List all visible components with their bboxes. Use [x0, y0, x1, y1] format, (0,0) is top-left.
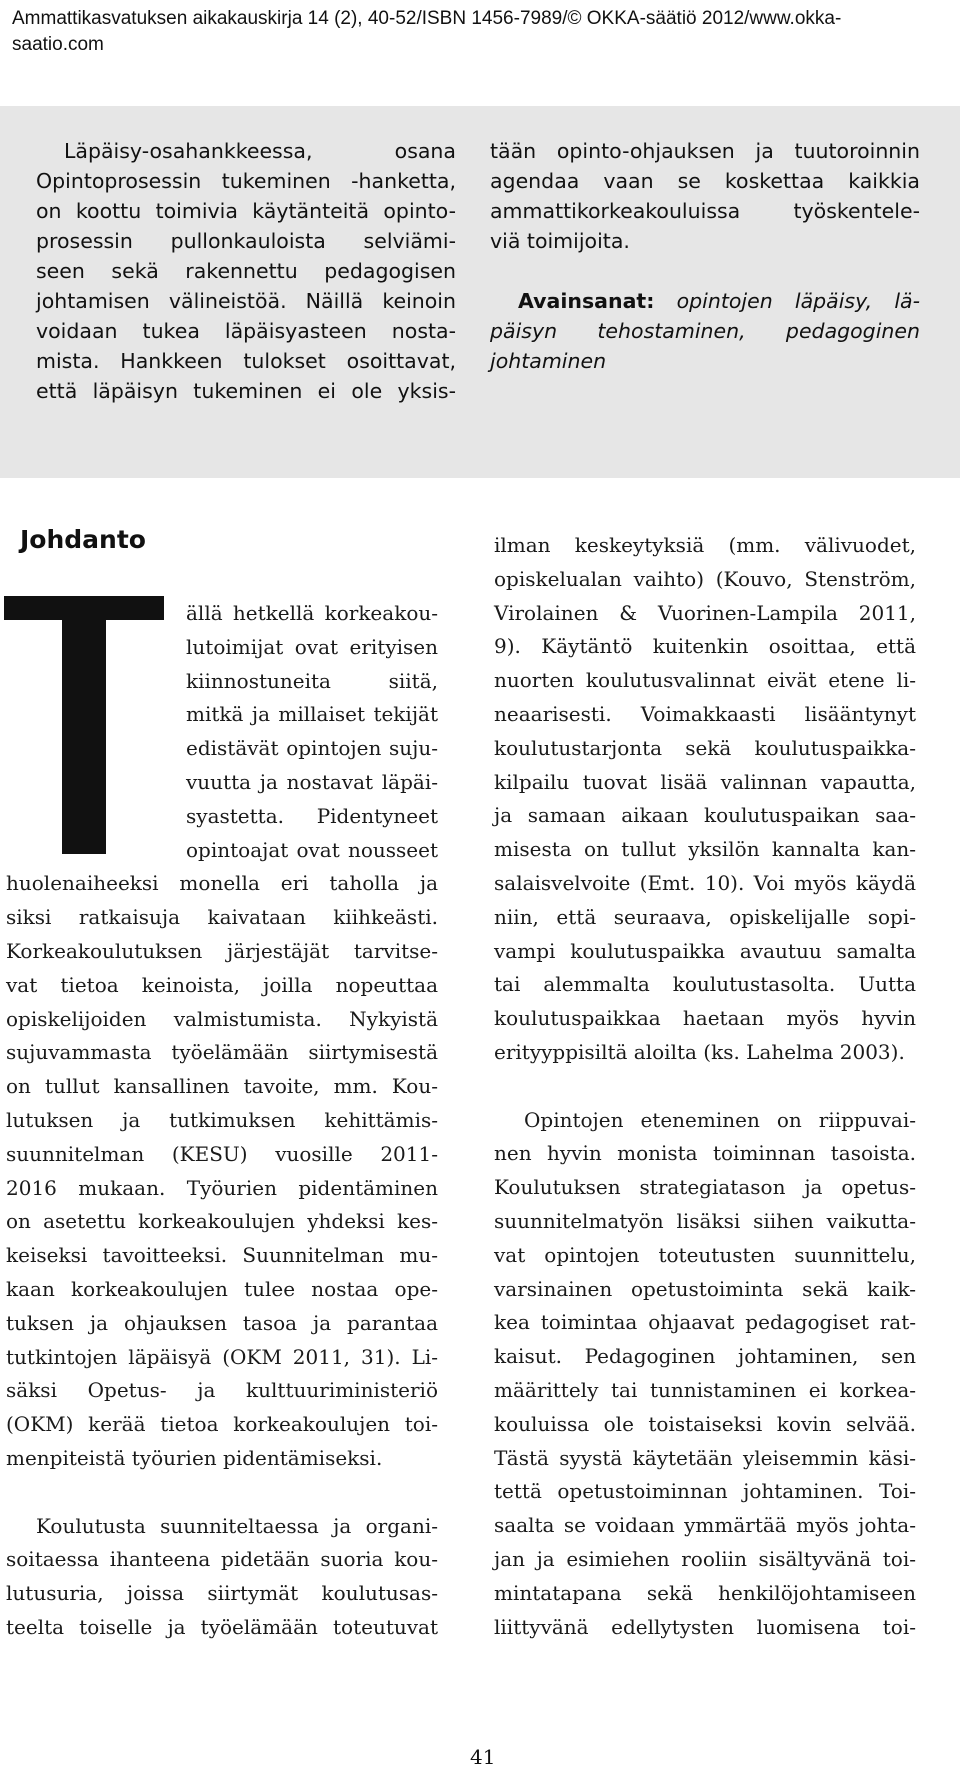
body-line: niin, että seuraava, opiskelijalle sopi-	[494, 904, 916, 929]
body-line: varsinainen opetustoiminta sekä kaik-	[494, 1276, 916, 1301]
page-number: 41	[470, 1745, 496, 1769]
body-line: nen hyvin monista toiminnan tasoista.	[494, 1141, 916, 1166]
body-line: kilpailu tuovat lisää valinnan vapautta,	[494, 769, 916, 794]
body-line: siksi ratkaisuja kaivataan kiihkeästi.	[6, 905, 438, 930]
body-line: erityyppisiltä aloilta (ks. Lahelma 2003).	[494, 1039, 905, 1064]
abstract-left-column	[36, 136, 456, 406]
abstract-line: Läpäisy-osahankkeessa, osana	[64, 139, 456, 163]
body-line: (OKM) kerää tietoa korkeakoulujen toi-	[6, 1412, 438, 1437]
body-line: on asetettu korkeakoulujen yhdeksi kes-	[6, 1209, 438, 1234]
keywords-text: johtaminen	[490, 349, 607, 373]
body-line: ja samaan aikaan koulutuspaikan saa-	[494, 803, 916, 828]
body-line: opiskelualan vaihto) (Kouvo, Stenström,	[494, 566, 916, 591]
body-line: Korkeakoulutuksen järjestäjät tarvitse-	[6, 938, 438, 963]
body-line: kea toimintaa ohjaavat pedagogiset rat-	[494, 1310, 916, 1335]
body-line: vampi koulutuspaikka avautuu samalta	[494, 938, 916, 963]
body-line: huolenaiheeksi monella eri taholla ja	[6, 871, 438, 896]
body-line: lutuksen ja tutkimuksen kehittämis-	[6, 1107, 438, 1132]
body-line: vuutta ja nostavat läpäi-	[186, 769, 438, 794]
keywords	[490, 286, 920, 376]
body-line: mintatapana sekä henkilöjohtamiseen	[494, 1580, 916, 1605]
keywords-label: Avainsanat:	[518, 289, 655, 313]
body-line: Tästä syystä käytetään yleisemmin käsi-	[494, 1445, 916, 1470]
body-line: 9). Käytäntö kuitenkin osoittaa, että	[494, 634, 916, 659]
body-line: on tullut kansallinen tavoite, mm. Kou-	[6, 1074, 438, 1099]
body-line: vat tietoa keinoista, joilla nopeuttaa	[6, 972, 438, 997]
body-line: salaisvelvoite (Emt. 10). Voi myös käydä	[494, 870, 916, 895]
body-line: nuorten koulutusvalinnat eivät etene li-	[494, 668, 916, 693]
abstract-line: prosessin pullonkauloista selviämi-	[36, 229, 456, 253]
body-line: neaarisesti. Voimakkaasti lisääntynyt	[494, 701, 916, 726]
body-line: mitkä ja millaiset tekijät	[186, 702, 438, 727]
body-line: suunnitelmatyön lisäksi siihen vaikutta-	[494, 1208, 916, 1233]
body-line: edistävät opintojen suju-	[186, 736, 438, 761]
body-line: kiinnostuneita siitä,	[186, 668, 438, 693]
abstract-line: ammattikorkeakouluissa työskentele-	[490, 199, 920, 223]
paragraph-gap	[6, 1476, 438, 1510]
body-line: keiseksi tavoitteeksi. Suunnitelman mu-	[6, 1243, 438, 1268]
body-line: tutkintojen läpäisyä (OKM 2011, 31). Li-	[6, 1344, 438, 1369]
abstract-line: johtamisen välineistöä. Näillä keinoin	[36, 289, 456, 313]
left-text-column	[6, 597, 438, 1645]
body-line: Virolainen & Vuorinen-Lampila 2011,	[494, 600, 916, 625]
abstract-line: voidaan tukea läpäisyasteen nosta-	[36, 319, 456, 343]
keywords-line	[490, 346, 920, 376]
body-line: koulutuspaikkaa haetaan myös hyvin	[494, 1006, 916, 1031]
keywords-line	[490, 316, 920, 346]
body-line: koulutustarjonta sekä koulutuspaikka-	[494, 735, 916, 760]
body-line: kaan korkeakoulujen tulee nostaa ope-	[6, 1276, 438, 1301]
section-title: Johdanto	[20, 525, 146, 554]
body-line: saalta se voidaan ymmärtää myös johta-	[494, 1513, 916, 1538]
abstract-right-column	[490, 136, 920, 376]
right-text-column	[494, 529, 916, 1644]
body-line: tettä opetustoiminnan johtaminen. Toi-	[494, 1479, 916, 1504]
body-line: misesta on tullut yksilön kannalta kan-	[494, 837, 916, 862]
body-line: tuksen ja ohjauksen tasoa ja parantaa	[6, 1310, 438, 1335]
body-line: teelta toiselle ja työelämään toteutuvat	[6, 1614, 438, 1639]
body-line: lutoimijat ovat erityisen	[186, 634, 438, 659]
keywords-text: opintojen läpäisy, lä-	[676, 289, 920, 313]
body-line: 2016 mukaan. Työurien pidentäminen	[6, 1175, 438, 1200]
body-line: Opintojen eteneminen on riippuvai-	[524, 1107, 916, 1132]
body-line: Koulutuksen strategiatason ja opetus-	[494, 1175, 916, 1200]
body-line: kouluissa ole toistaiseksi kovin selvää.	[494, 1411, 916, 1436]
body-line: sujuvammasta työelämään siirtymisestä	[6, 1040, 438, 1065]
body-line: lutusuria, joissa siirtymät koulutusas-	[6, 1581, 438, 1606]
abstract-line: viä toimijoita.	[490, 229, 630, 253]
body-line: jan ja esimiehen rooliin sisältyvänä toi-	[494, 1546, 916, 1571]
body-line: opintoajat ovat nousseet	[186, 837, 438, 862]
abstract-line: agendaa vaan se koskettaa kaikkia	[490, 169, 920, 193]
body-line: soitaessa ihanteena pidetään suoria kou-	[6, 1547, 438, 1572]
keywords-line	[490, 286, 920, 316]
abstract-box	[0, 106, 960, 478]
abstract-line: Opintoprosessin tukeminen -hanketta,	[36, 169, 456, 193]
body-line: liittyvänä edellytysten luomisena toi-	[494, 1614, 916, 1639]
body-line: tai alemmalta koulutustasolta. Uutta	[494, 972, 916, 997]
body-line: ilman keskeytyksiä (mm. välivuodet,	[494, 533, 916, 557]
body-line: määrittely tai tunnistaminen ei korkea-	[494, 1377, 916, 1402]
paragraph-gap	[494, 1070, 916, 1104]
running-header: Ammattikasvatuksen aikakauskirja 14 (2), 40-52/ISBN 1456-7989/© OKKA-säätiö 2012/www.okka-saatio.com	[12, 8, 842, 55]
body-line: suunnitelman (KESU) vuosille 2011-	[6, 1141, 438, 1166]
body-line: Koulutusta suunniteltaessa ja organi-	[36, 1513, 438, 1538]
body-line: syastetta. Pidentyneet	[186, 803, 438, 828]
body-line: ällä hetkellä korkeakou-	[186, 601, 438, 625]
abstract-line: mista. Hankkeen tulokset osoittavat,	[36, 349, 456, 373]
body-line: opiskelijoiden valmistumista. Nykyistä	[6, 1006, 438, 1031]
abstract-line: että läpäisyn tukeminen ei ole yksis-	[36, 379, 456, 403]
abstract-line: tään opinto-ohjauksen ja tuutoroinnin	[490, 139, 920, 163]
body-line: menpiteistä työurien pidentämiseksi.	[6, 1445, 383, 1470]
body-line: säksi Opetus- ja kulttuuriministeriö	[6, 1378, 438, 1403]
abstract-line: seen sekä rakennettu pedagogisen	[36, 259, 456, 283]
abstract-line: on koottu toimivia käytänteitä opinto-	[36, 199, 456, 223]
body-line: kaisut. Pedagoginen johtaminen, sen	[494, 1344, 916, 1369]
keywords-text: päisyn tehostaminen, pedagoginen	[490, 319, 920, 343]
body-line: vat opintojen toteutusten suunnittelu,	[494, 1242, 916, 1267]
